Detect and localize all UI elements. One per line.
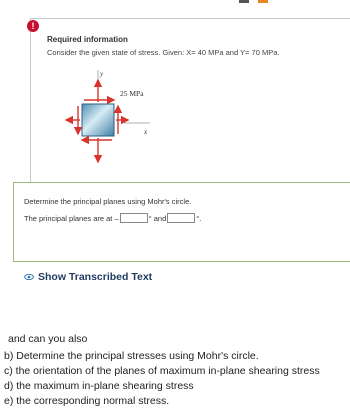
answer-mid: ° and (148, 213, 167, 223)
follow-up-questions (4, 332, 320, 409)
shear-value-label: 25 MPa (120, 89, 144, 98)
answer-prefix: The principal planes are at – (24, 213, 119, 223)
answer-line (24, 213, 201, 223)
y-axis-label: y (100, 70, 104, 78)
eye-icon (24, 272, 34, 282)
problem-statement: Consider the given state of stress. Given: X= 40 MPa and Y= 70 MPa. (47, 48, 280, 57)
follow-up-item-c: c) the orientation of the planes of maximum in-plane shearing stress (4, 365, 320, 377)
principal-plane-input-2[interactable] (167, 213, 195, 223)
top-toolbar (0, 0, 350, 8)
show-transcribed-text-button[interactable] (24, 271, 152, 283)
stress-element-square (82, 104, 114, 136)
toolbar-button-orange[interactable] (258, 0, 268, 3)
answer-suffix: °. (196, 213, 202, 223)
x-axis-label: x (144, 128, 148, 136)
follow-up-intro: and can you also (8, 333, 88, 345)
problem-title: Required information (47, 35, 128, 44)
follow-up-item-b: b) Determine the principal stresses using Mohr's circle. (4, 350, 259, 362)
toolbar-button-gray[interactable] (239, 0, 249, 3)
follow-up-item-e: e) the corresponding normal stress. (4, 395, 170, 407)
alert-icon: ! (27, 20, 39, 32)
stress-element-figure (62, 66, 162, 176)
question-prompt: Determine the principal planes using Mohr's circle. (24, 197, 192, 206)
principal-plane-input-1[interactable] (120, 213, 148, 223)
show-transcribed-text-label: Show Transcribed Text (38, 271, 153, 283)
follow-up-item-d: d) the maximum in-plane shearing stress (4, 380, 194, 392)
